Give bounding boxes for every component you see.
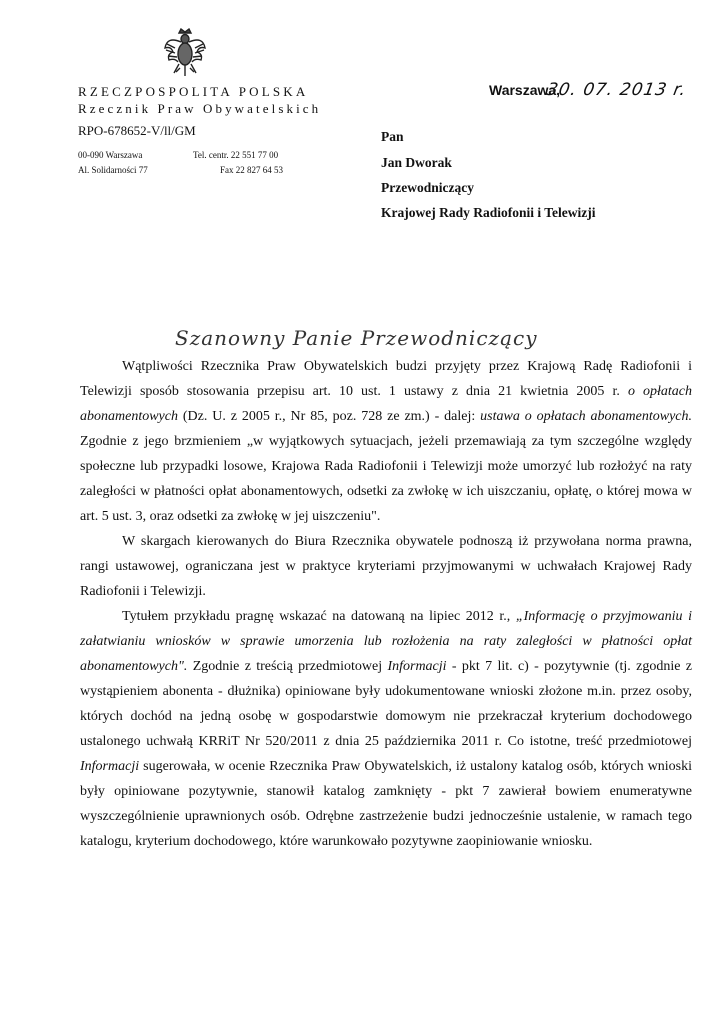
coat-of-arms-eagle-icon xyxy=(163,28,207,78)
paragraph-2: W skargach kierowanych do Biura Rzecznika obywatele podnoszą iż przywołana norma prawna, rangi ustawowej, ograniczana jest w praktyce kryteriami przyjmowanymi w uchwałach Krajowej Rady Radiofonii i Telewizji. xyxy=(80,534,692,599)
address-postal: 00-090 Warszawa xyxy=(78,150,143,160)
place-of-writing: Warszawa, xyxy=(489,82,561,98)
handwritten-greeting: Szanowny Panie Przewodniczący xyxy=(175,326,538,350)
paragraph-1: Wątpliwości Rzecznika Praw Obywatelskich budzi przyjęty przez Krajową Radę Radiofonii i Telewizji sposób stosowania przepisu art. 10 ust. 1 ustawy z dnia 21 kwietnia 2005 r. o opłatach abonamentowych (Dz. U. z 2005 r., Nr 85, poz. 728 ze zm.) - dalej: ustawa o opłatach abonamentowych. Zgodnie z jego brzmieniem „w wyjątkowych sytuacjach, jeżeli przemawiają za tym szczególne względy społeczne lub przypadki losowe, Krajowa Rada Radiofonii i Telewizji może umorzyć lub rozłożyć na raty zaległości w płatności opłat abonamentowych, odsetki za zwłokę w ich uiszczaniu, opłatę, o której mowa w art. 5 ust. 3, oraz odsetki za zwłokę w jej uiszczeniu". xyxy=(80,359,692,524)
paragraph-3: Tytułem przykładu pragnę wskazać na datowaną na lipiec 2012 r., „Informację o przyjmowaniu i załatwianiu wniosków w sprawie umorzenia lub rozłożenia na raty zaległości w płatności opłat abonamentowych". Zgodnie z treścią przedmiotowej Informacji - pkt 7 lit. c) - pozytywnie (tj. zgodnie z wystąpieniem abonenta - dłużnika) opiniowane były udokumentowane wnioski złożone m.in. przez osoby, których dochód na jedną osobę w gospodarstwie domowym nie przekraczał kryterium dochodowego ustalonego uchwałą KRRiT Nr 520/2011 z dnia 25 października 2011 r. Co istotne, treść przedmiotowej Informacji sugerowała, w ocenie Rzecznika Praw Obywatelskich, iż ustalony katalog osób, których wnioski były opiniowane pozytywnie, stanowił katalog zamknięty - pkt 7 zawierał bowiem enumeratywne wyszczególnienie uprawnionych osób. Odrębne zastrzeżenie budzi jednocześnie ustalenie, w ramach tego katalogu, kryterium dochodowego, które warunkowało pozytywne zaopiniowanie wniosku. xyxy=(80,609,692,849)
institution-name: Rzecznik Praw Obywatelskich xyxy=(78,101,322,116)
fax-number: Fax 22 827 64 53 xyxy=(220,165,283,175)
letter-body xyxy=(80,354,692,854)
recipient-salutation: Pan xyxy=(381,129,404,144)
reference-number: RPO-678652-V/ll/GM xyxy=(78,123,196,138)
recipient-position: Przewodniczący xyxy=(381,180,474,195)
handwritten-date: 30. 07. 2013 r. xyxy=(545,80,689,100)
address-street: Al. Solidarności 77 xyxy=(78,165,148,175)
institution-country: RZECZPOSPOLITA POLSKA xyxy=(78,84,309,99)
recipient-name: Jan Dworak xyxy=(381,155,452,170)
phone-number: Tel. centr. 22 551 77 00 xyxy=(193,150,279,160)
recipient-institution: Krajowej Rady Radiofonii i Telewizji xyxy=(381,205,596,220)
